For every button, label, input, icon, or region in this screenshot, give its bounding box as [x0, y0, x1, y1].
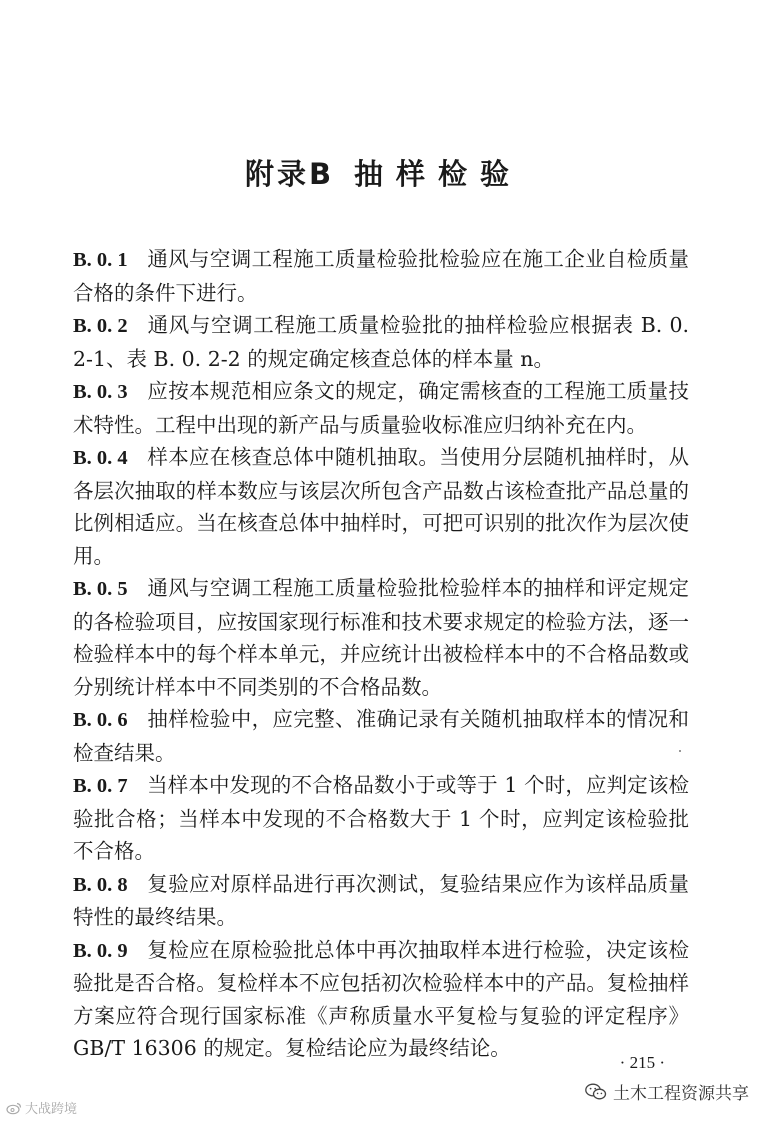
clause-text: 复验应对原样品进行再次测试，复验结果应作为该样品质量特性的最终结果。: [73, 871, 689, 929]
clause-list: [73, 243, 689, 1065]
wechat-account-name: 土木工程资源共享: [613, 1084, 749, 1104]
appendix-label: 附录B: [244, 157, 335, 191]
clause-number: B. 0. 2: [73, 315, 128, 337]
clause-text: 通风与空调工程施工质量检验批检验样本的抽样和评定规定的各检验项目，应按国家现行标准和技术要求规定的检验方法，逐一检验样本中的每个样本单元，并应统计出被检样本中的不合格品数或分别统计样本中不同类别的不合格品数。: [73, 576, 689, 699]
clause-number: B. 0. 7: [73, 775, 128, 797]
clause-text: 应按本规范相应条文的规定，确定需核查的工程施工质量技术特性。工程中出现的新产品与质量验收标准应归纳补充在内。: [73, 379, 689, 437]
appendix-title: 抽样检验: [354, 157, 523, 191]
clause-b05: [73, 572, 689, 703]
clause-text: 抽样检验中，应完整、准确记录有关随机抽取样本的情况和检查结果。: [73, 707, 689, 765]
clause-text: 样本应在核查总体中随机抽取。当使用分层随机抽样时，从各层次抽取的样本数应与该层次所包含产品数占该检查批产品总量的比例相适应。当在核查总体中抽样时，可把可识别的批次作为层次使用。: [73, 445, 689, 568]
clause-number: B. 0. 5: [73, 578, 128, 600]
clause-b02: [73, 309, 689, 375]
clause-number: B. 0. 9: [73, 939, 128, 962]
clause-number: B. 0. 1: [73, 249, 128, 271]
clause-text: 通风与空调工程施工质量检验批检验应在施工企业自检质量合格的条件下进行。: [73, 247, 689, 305]
wechat-watermark: [585, 1079, 749, 1104]
clause-number: B. 0. 8: [73, 873, 128, 896]
weibo-account-name: 大战跨境: [25, 1102, 78, 1117]
weibo-watermark: [6, 1098, 77, 1117]
clause-b07: [73, 769, 689, 868]
clause-b04: [73, 441, 689, 572]
page-title: [0, 152, 767, 193]
clause-b06: [73, 703, 689, 769]
clause-number: B. 0. 4: [73, 447, 128, 469]
clause-b09: [73, 934, 689, 1065]
clause-b01: [73, 243, 689, 309]
page-number: · 215 ·: [619, 1053, 665, 1072]
clause-text: 复检应在原检验批总体中再次抽取样本进行检验，决定该检验批是否合格。复检样本不应包括初次检验样本中的产品。复检抽样方案应符合现行国家标准《声称质量水平复检与复验的评定程序》GB/T 16306 的规定。复检结论应为最终结论。: [73, 937, 689, 1060]
clause-number: B. 0. 6: [73, 709, 128, 731]
clause-number: B. 0. 3: [73, 381, 128, 403]
wechat-icon: [585, 1083, 607, 1101]
clause-b03: [73, 375, 689, 441]
clause-text: 通风与空调工程施工质量检验批的抽样检验应根据表 B. 0. 2-1、表 B. 0. 2-2 的规定确定核查总体的样本量 n。: [73, 313, 689, 371]
clause-text: 当样本中发现的不合格品数小于或等于 1 个时，应判定该检验批合格；当样本中发现的不合格数大于 1 个时，应判定该检验批不合格。: [73, 773, 689, 863]
scan-dot: [679, 750, 681, 752]
weibo-icon: [6, 1101, 22, 1115]
clause-b08: [73, 868, 689, 934]
